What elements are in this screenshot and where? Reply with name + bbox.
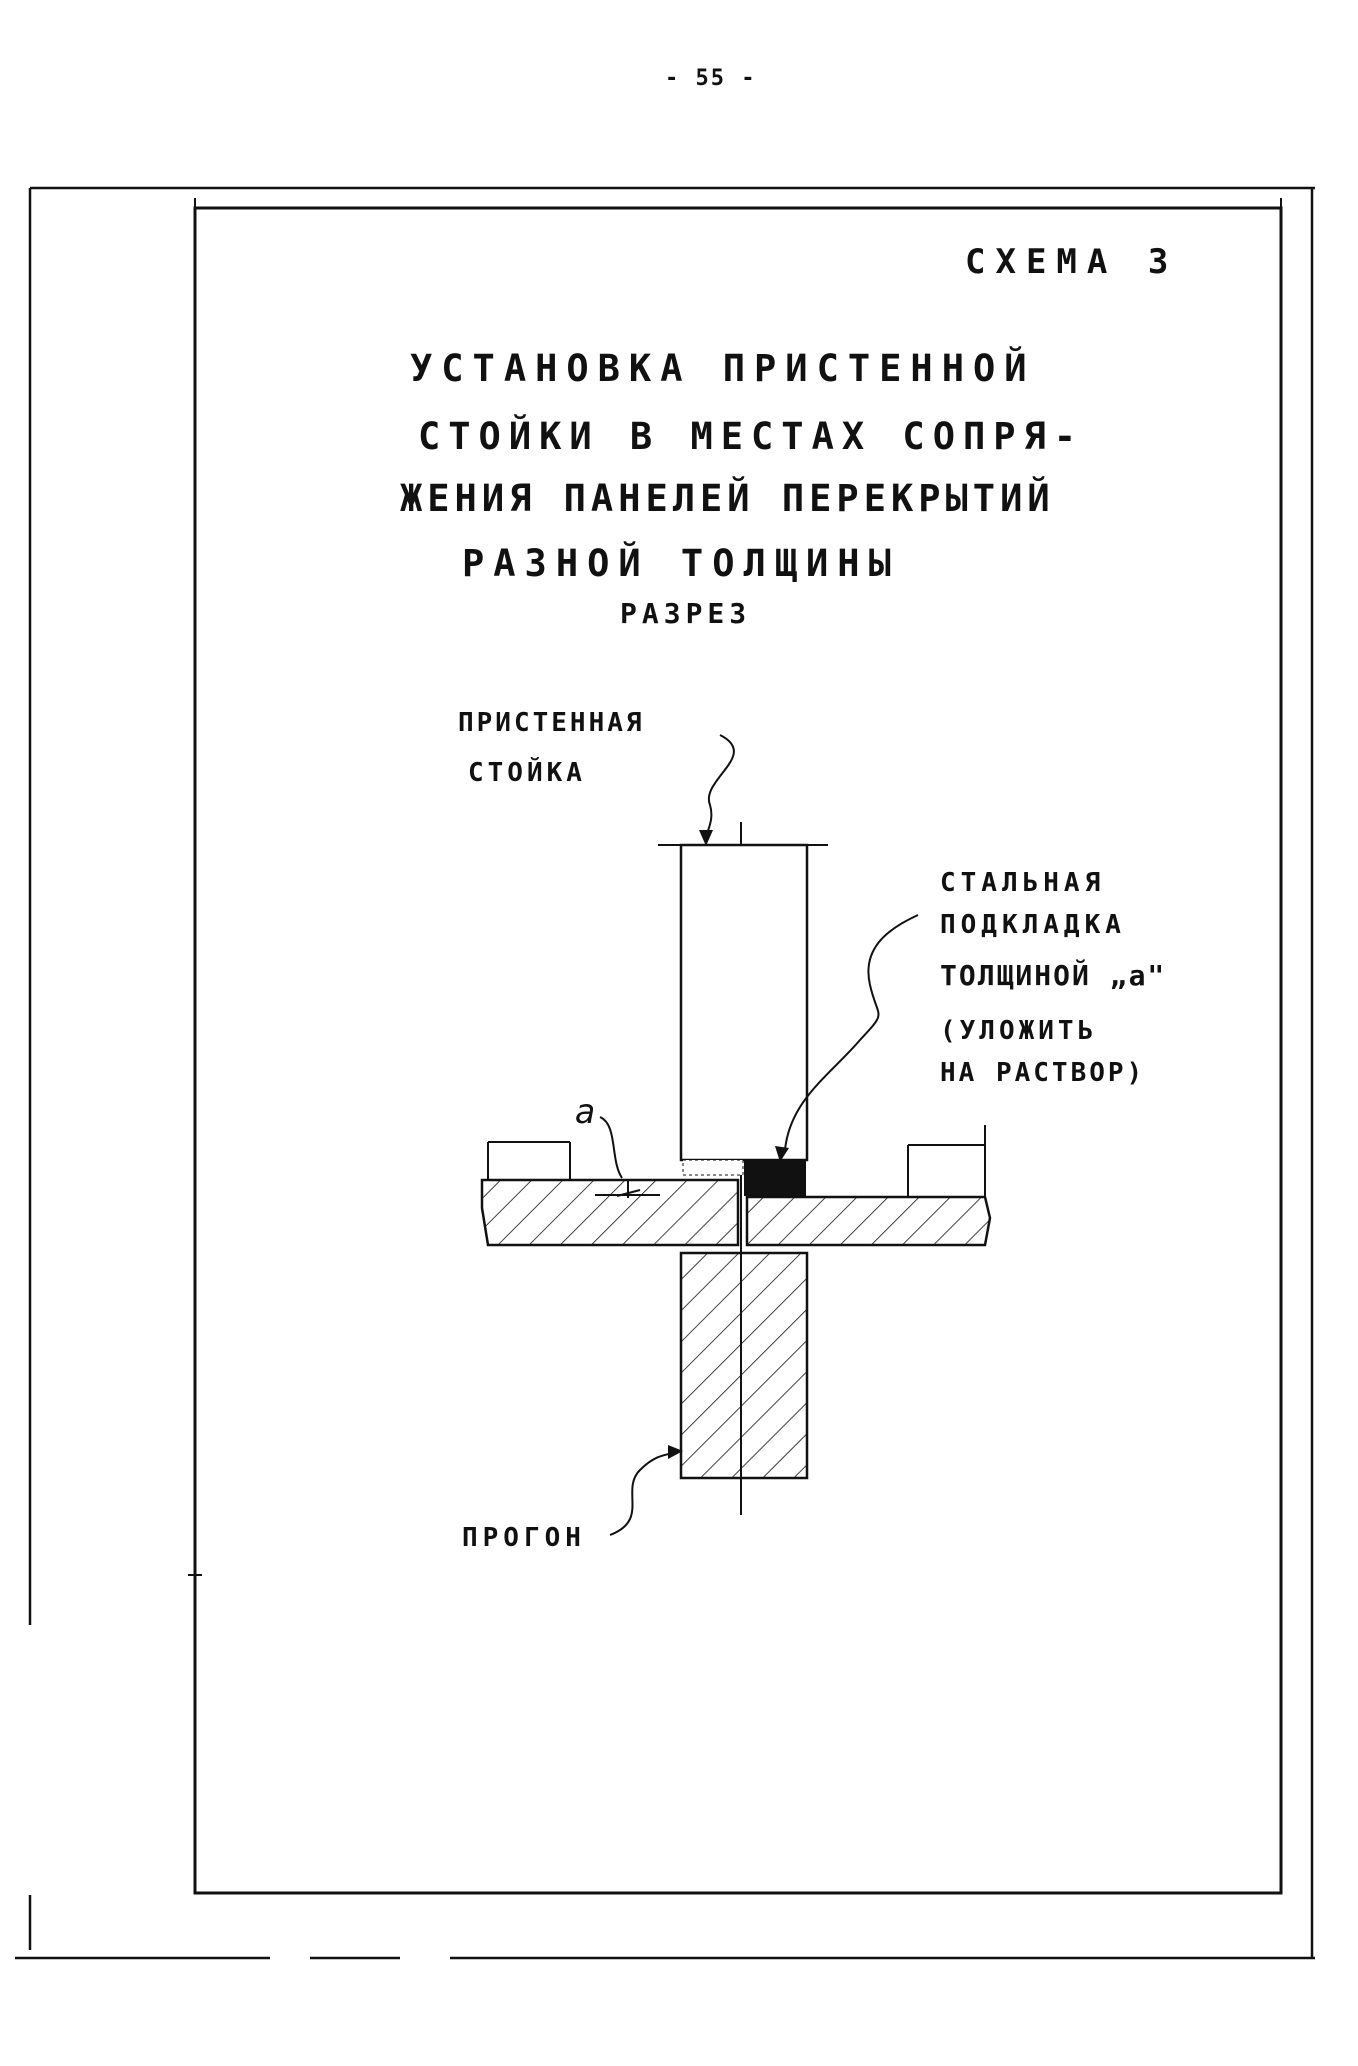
steel-shim-plate [745,1161,805,1195]
title-line-1: УСТАНОВКА ПРИСТЕННОЙ [410,347,1036,390]
title-line-2: СТОЙКИ В МЕСТАХ СОПРЯ- [418,415,1085,458]
beam-leader-curve [610,1452,678,1535]
floor-outline-right [908,1125,985,1197]
beam-leader [621,1461,658,1543]
page-number: - 55 - [665,66,757,91]
section-subtitle: РАЗРЕЗ [620,597,752,630]
scheme-label: СХЕМА 3 [965,242,1179,282]
title-line-4: РАЗНОЙ ТОЛЩИНЫ [462,542,900,585]
post-leader-arrow [699,830,713,846]
title-line-3: ЖЕНИЯ ПАНЕЛЕЙ ПЕРЕКРЫТИЙ [400,477,1055,520]
wall-post [681,845,807,1160]
beam [681,1253,807,1478]
plate-label-line-1: СТАЛЬНАЯ [940,868,1106,898]
floor-panel-left [482,1180,738,1245]
floor-outline-left [488,1142,570,1180]
post-label-line-1: ПРИСТЕННАЯ [458,708,645,738]
plate-label-line-3: ТОЛЩИНОЙ „а" [940,959,1167,992]
plate-label-line-5: НА РАСТВОР) [940,1058,1146,1088]
post-label-line-2: СТОЙКА [468,758,586,788]
post-leader [706,735,734,842]
dimension-a-label: а [575,1092,596,1132]
floor-panel-right [747,1197,990,1245]
plate-label-line-4: (УЛОЖИТЬ [940,1016,1098,1046]
plate-label-line-2: ПОДКЛАДКА [940,910,1126,940]
beam-label: ПРОГОН [462,1523,586,1553]
mortar-layer [683,1160,743,1175]
